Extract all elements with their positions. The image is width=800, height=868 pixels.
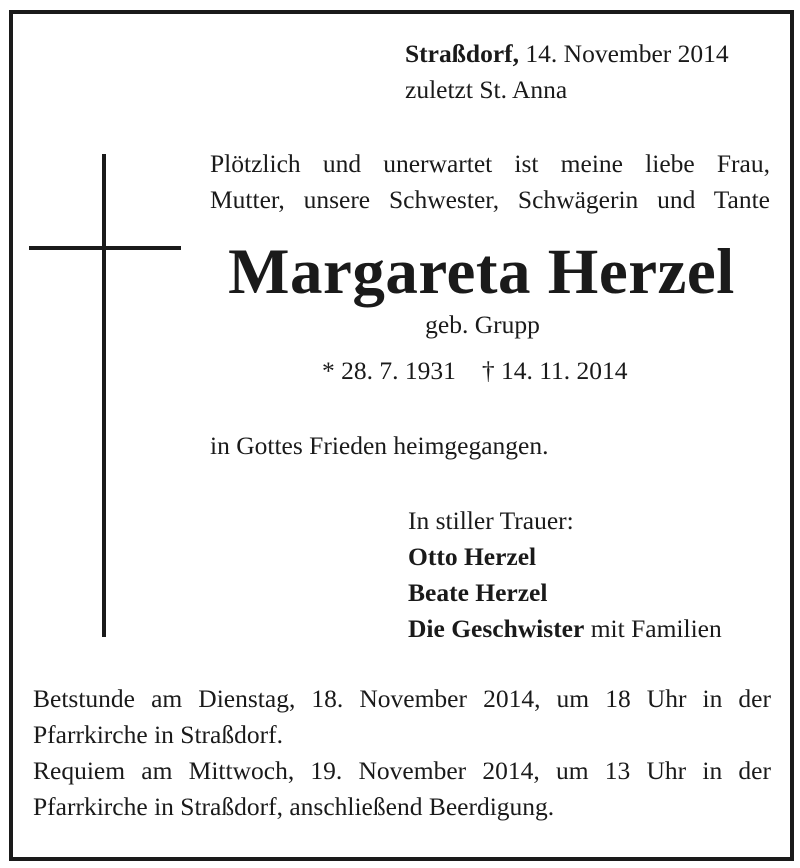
place-date-line [405, 36, 729, 72]
place: Straßdorf, [405, 39, 520, 68]
cross-vertical-bar [102, 154, 106, 637]
life-dates [322, 353, 628, 389]
mourner-line-family [408, 611, 722, 647]
header-block [405, 36, 729, 108]
intro-line-1: Plötzlich und unerwartet ist meine liebe Frau, [210, 149, 770, 178]
mourner-name: Beate Herzel [408, 578, 548, 607]
date: 14. November 2014 [525, 39, 729, 68]
service-line-1: Betstunde am Dienstag, 18. November 2014, um 18 Uhr in der [33, 684, 771, 713]
death-date: † 14. 11. 2014 [481, 356, 628, 385]
service-line-2: Pfarrkirche in Straßdorf. [33, 720, 283, 749]
service-block [33, 681, 771, 825]
mourners-block [408, 503, 722, 647]
mourner-name: Otto Herzel [408, 542, 537, 571]
mourners-heading: In stiller Trauer: [408, 506, 574, 535]
birth-name: geb. Grupp [425, 310, 540, 339]
mourner-name: Die Geschwister [408, 614, 585, 643]
intro-block [210, 146, 770, 218]
mourner-suffix: mit Familien [584, 614, 722, 643]
last-residence: zuletzt St. Anna [405, 75, 568, 104]
service-line-3: Requiem am Mittwoch, 19. November 2014, um 13 Uhr in der [33, 756, 771, 785]
intro-line-2: Mutter, unsere Schwester, Schwägerin und Tante [210, 185, 770, 214]
service-line-4: Pfarrkirche in Straßdorf, anschließend Beerdigung. [33, 792, 555, 821]
closing-text: in Gottes Frieden heimgegangen. [210, 431, 549, 460]
birth-date: * 28. 7. 1931 [322, 356, 456, 385]
deceased-name: Margareta Herzel [228, 236, 735, 308]
